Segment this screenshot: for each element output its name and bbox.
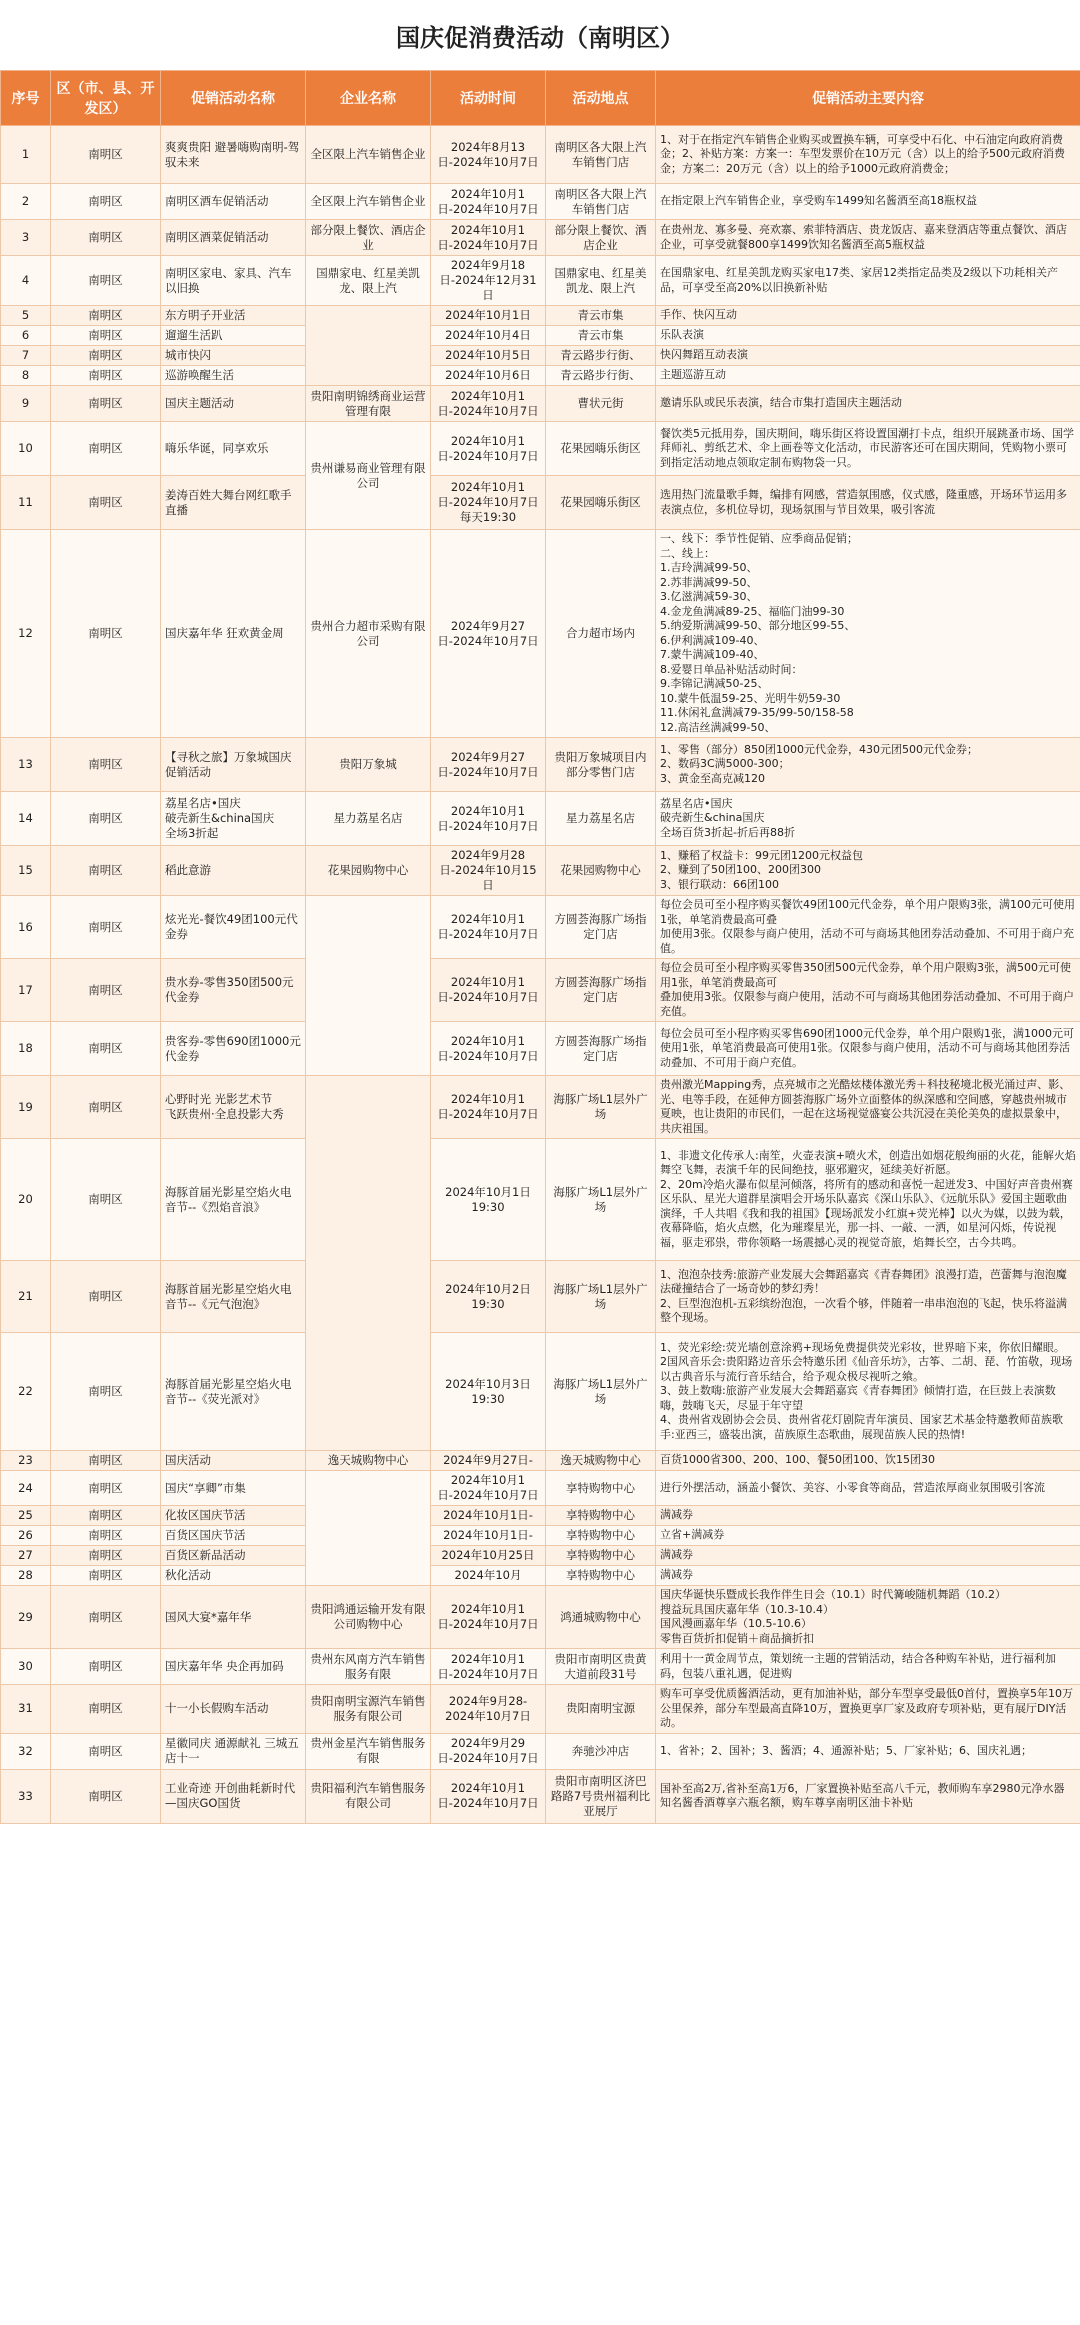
row-activity-name: 十一小长假购车活动 (161, 1685, 306, 1734)
row-time: 2024年10月2日 19:30 (431, 1261, 546, 1333)
row-time: 2024年9月27日-2024年10月7日 (431, 530, 546, 738)
row-activity-name: 南明区酒车促销活动 (161, 184, 306, 220)
table-row (1, 1733, 1080, 1769)
row-company: 贵阳福利汽车销售服务有限公司 (306, 1769, 431, 1823)
row-activity-name: 海豚首届光影星空焰火电音节--《烈焰音浪》 (161, 1139, 306, 1261)
row-number: 27 (1, 1546, 51, 1566)
row-place: 海豚广场L1层外广场 (546, 1261, 656, 1333)
row-content: 1、零售（部分）850团1000元代金券，430元团500元代金券； 2、数码3C满5000-300； 3、黄金至高克减120 (656, 738, 1080, 792)
row-number: 13 (1, 738, 51, 792)
row-activity-name: 国风大宴*嘉年华 (161, 1586, 306, 1649)
row-time: 2024年10月1日-2024年10月7日 (431, 1649, 546, 1685)
row-time: 2024年10月4日 (431, 326, 546, 346)
row-district: 南明区 (51, 959, 161, 1022)
row-number: 31 (1, 1685, 51, 1734)
row-district: 南明区 (51, 896, 161, 959)
row-number: 10 (1, 422, 51, 476)
row-time: 2024年10月25日 (431, 1546, 546, 1566)
row-place: 逸天城购物中心 (546, 1451, 656, 1471)
row-content: 1、省补；2、国补；3、酱酒；4、通源补贴；5、厂家补贴；6、国庆礼遇； (656, 1733, 1080, 1769)
row-activity-name: 稻此意游 (161, 846, 306, 896)
row-activity-name: 化妆区国庆节活 (161, 1506, 306, 1526)
row-district: 南明区 (51, 1076, 161, 1139)
row-district: 南明区 (51, 1649, 161, 1685)
row-number: 29 (1, 1586, 51, 1649)
row-number: 2 (1, 184, 51, 220)
row-number: 26 (1, 1526, 51, 1546)
row-company: 国鼎家电、红星美凯龙、限上汽 (306, 256, 431, 306)
row-activity-name: 工业奇迹 开创曲耗新时代—国庆GO国货 (161, 1769, 306, 1823)
header-time: 活动时间 (431, 71, 546, 126)
row-place: 奔驰沙冲店 (546, 1733, 656, 1769)
row-place: 贵阳市南明区贵黄大道前段31号 (546, 1649, 656, 1685)
row-time: 2024年10月1日-2024年10月7日 (431, 959, 546, 1022)
row-activity-name: 海豚首届光影星空焰火电音节--《元气泡泡》 (161, 1261, 306, 1333)
row-activity-name: 炫光光-餐饮49团100元代金券 (161, 896, 306, 959)
table-row (1, 738, 1080, 792)
row-number: 7 (1, 346, 51, 366)
row-district: 南明区 (51, 220, 161, 256)
row-place: 合力超市场内 (546, 530, 656, 738)
table-row (1, 792, 1080, 846)
row-content: 满减券 (656, 1506, 1080, 1526)
row-activity-name: 秋化活动 (161, 1566, 306, 1586)
row-place: 国鼎家电、红星美凯龙、限上汽 (546, 256, 656, 306)
row-district: 南明区 (51, 738, 161, 792)
row-time: 2024年10月1日 19:30 (431, 1139, 546, 1261)
row-place: 花果园购物中心 (546, 846, 656, 896)
table-row (1, 1506, 1080, 1526)
row-time: 2024年10月 (431, 1566, 546, 1586)
row-place: 享特购物中心 (546, 1546, 656, 1566)
table-row (1, 126, 1080, 184)
table-row (1, 1022, 1080, 1076)
row-number: 9 (1, 386, 51, 422)
row-district: 南明区 (51, 1526, 161, 1546)
row-place: 方圆荟海豚广场指定门店 (546, 1022, 656, 1076)
row-place: 花果园嗨乐街区 (546, 476, 656, 530)
row-place: 享特购物中心 (546, 1506, 656, 1526)
row-district: 南明区 (51, 326, 161, 346)
row-district: 南明区 (51, 1506, 161, 1526)
row-activity-name: 嗨乐华诞，同享欢乐 (161, 422, 306, 476)
row-time: 2024年10月1日-2024年10月7日 (431, 896, 546, 959)
row-time: 2024年10月3日 19:30 (431, 1333, 546, 1451)
row-content: 国庆华诞快乐暨成长我作伴生日会（10.1）时代篝峻随机舞蹈（10.2） 搜益玩具国庆嘉年华（10.3-10.4） 国风漫画嘉年华（10.5-10.6） 零售百货折扣促销＋商品摘折扣 (656, 1586, 1080, 1649)
row-company: 全区限上汽车销售企业 (306, 126, 431, 184)
row-district: 南明区 (51, 1139, 161, 1261)
row-activity-name: 海豚首届光影星空焰火电音节--《荧光派对》 (161, 1333, 306, 1451)
row-content: 1、泡泡杂技秀:旅游产业发展大会舞蹈嘉宾《青春舞团》浪漫打造，芭蕾舞与泡泡魔法碰撞结合了一场奇妙的梦幻秀！ 2、巨型泡泡机-五彩缤纷泡泡，一次看个够，伴随着一串串泡泡的飞起，快乐将溢满整个现场。 (656, 1261, 1080, 1333)
row-content: 快闪舞蹈互动表演 (656, 346, 1080, 366)
row-activity-name: 国庆活动 (161, 1451, 306, 1471)
row-place: 星力荔星名店 (546, 792, 656, 846)
row-number: 18 (1, 1022, 51, 1076)
table-row (1, 1566, 1080, 1586)
row-activity-name: 荔星名店•国庆 破壳新生&china国庆 全场3折起 (161, 792, 306, 846)
header-company: 企业名称 (306, 71, 431, 126)
row-time: 2024年10月1日-2024年10月7日 (431, 422, 546, 476)
row-company: 花果园购物中心 (306, 846, 431, 896)
row-district: 南明区 (51, 1769, 161, 1823)
row-content: 利用十一黄金周节点，策划统一主题的营销活动，结合各种购车补贴，进行福利加码，包装八重礼遇，促进购 (656, 1649, 1080, 1685)
table-row (1, 422, 1080, 476)
row-district: 南明区 (51, 846, 161, 896)
row-time: 2024年10月1日-2024年10月7日 (431, 1022, 546, 1076)
row-place: 南明区各大限上汽车销售门店 (546, 184, 656, 220)
row-place: 海豚广场L1层外广场 (546, 1333, 656, 1451)
row-number: 33 (1, 1769, 51, 1823)
row-number: 3 (1, 220, 51, 256)
row-time: 2024年9月28-2024年10月7日 (431, 1685, 546, 1734)
table-row (1, 1451, 1080, 1471)
row-time: 2024年9月18日-2024年12月31日 (431, 256, 546, 306)
row-content: 购车可享受优质酱酒活动，更有加油补贴，部分车型享受最低0首付，置换享5年10万公里保养，部分车型最高直降10万，置换更享厂家及政府专项补贴，更有展厅DIY活动。 (656, 1685, 1080, 1734)
row-number: 20 (1, 1139, 51, 1261)
row-place: 贵阳万象城项目内部分零售门店 (546, 738, 656, 792)
table-row (1, 1139, 1080, 1261)
row-content: 荔星名店•国庆 破壳新生&china国庆 全场百货3折起-折后再88折 (656, 792, 1080, 846)
row-place: 青云路步行街、 (546, 366, 656, 386)
row-company: 贵州金星汽车销售服务有限 (306, 1733, 431, 1769)
row-activity-name: 姜涛百姓大舞台网红歌手直播 (161, 476, 306, 530)
row-company: 贵阳万象城 (306, 738, 431, 792)
row-company: 贵阳鸿通运输开发有限公司购物中心 (306, 1586, 431, 1649)
row-number: 14 (1, 792, 51, 846)
row-place: 南明区各大限上汽车销售门店 (546, 126, 656, 184)
row-time: 2024年8月13日-2024年10月7日 (431, 126, 546, 184)
table-row (1, 256, 1080, 306)
row-district: 南明区 (51, 346, 161, 366)
row-content: 每位会员可至小程序购买零售350团500元代金券，单个用户限购3张，满500元可使用1张，单笔消费最高可 叠加使用3张。仅限参与商户使用，活动不可与商场其他团券活动叠加、不可用于商户充值。 (656, 959, 1080, 1022)
row-time: 2024年10月1日-2024年10月7日 每天19:30 (431, 476, 546, 530)
row-company: 贵州东风南方汽车销售服务有限 (306, 1649, 431, 1685)
table-row (1, 346, 1080, 366)
row-time: 2024年10月1日-2024年10月7日 (431, 386, 546, 422)
row-district: 南明区 (51, 1733, 161, 1769)
table-row (1, 846, 1080, 896)
row-time: 2024年10月1日-2024年10月7日 (431, 1769, 546, 1823)
row-district: 南明区 (51, 184, 161, 220)
row-number: 22 (1, 1333, 51, 1451)
row-company: 贵州谦易商业管理有限公司 (306, 422, 431, 530)
row-time: 2024年10月1日- (431, 1506, 546, 1526)
row-content: 满减券 (656, 1566, 1080, 1586)
row-district: 南明区 (51, 1333, 161, 1451)
table-row (1, 476, 1080, 530)
row-activity-name: 心野时光 光影艺术节 飞跃贵州·全息投影大秀 (161, 1076, 306, 1139)
table-body (1, 126, 1080, 1824)
row-number: 30 (1, 1649, 51, 1685)
row-number: 8 (1, 366, 51, 386)
row-place: 海豚广场L1层外广场 (546, 1139, 656, 1261)
page-title: 国庆促消费活动（南明区） (396, 23, 684, 52)
row-content: 1、赚稻了权益卡：99元团1200元权益包 2、赚到了50团100、200团300 3、银行联动：66团100 (656, 846, 1080, 896)
row-place: 方圆荟海豚广场指定门店 (546, 896, 656, 959)
table-row (1, 530, 1080, 738)
row-time: 2024年10月1日-2024年10月7日 (431, 1076, 546, 1139)
row-district: 南明区 (51, 1471, 161, 1506)
row-content: 在国鼎家电、红星美凯龙购买家电17类、家居12类指定品类及2级以下功耗相关产品，可享受至高20%以旧换新补贴 (656, 256, 1080, 306)
table-row (1, 1769, 1080, 1823)
row-number: 28 (1, 1566, 51, 1586)
row-place: 部分限上餐饮、酒店企业 (546, 220, 656, 256)
row-number: 24 (1, 1471, 51, 1506)
row-number: 25 (1, 1506, 51, 1526)
row-content: 乐队表演 (656, 326, 1080, 346)
row-time: 2024年10月1日 (431, 306, 546, 326)
row-time: 2024年10月5日 (431, 346, 546, 366)
row-number: 21 (1, 1261, 51, 1333)
row-time: 2024年9月27日-2024年10月7日 (431, 738, 546, 792)
row-activity-name: 国庆“享卿”市集 (161, 1471, 306, 1506)
row-content: 1、非遗文化传承人:南笙，火壶表演+喷火术，创造出如烟花般绚丽的火花，能解火焰舞空飞舞，表演千年的民间绝技，驱邪避灾，延续美好祈愿。 2、20m冷焰火瀑布似星河倾落，将所有的感动和喜悦一起迸发3、中国好声音贵州赛区乐队、星光大道群星演唱会开场乐队嘉宾《深山乐队》、《远航乐队》爱国主题歌曲演绎，千人共唱《我和我的祖国》【现场派发小红旗+荧光棒】以火为媒，以鼓为载，夜幕降临，焰火点燃，化为璀璨星光，那一抖、一敲、一洒，如星河闪烁，传说视福，驱走邪祟，带你领略一场震撼心灵的视觉奇旅，焰舞长空，古今共鸣。 (656, 1139, 1080, 1261)
row-content: 手作、快闪互动 (656, 306, 1080, 326)
row-number: 17 (1, 959, 51, 1022)
row-activity-name: 爽爽贵阳 避暑嗨购南明-驾驭未来 (161, 126, 306, 184)
row-activity-name: 遛遛生活趴 (161, 326, 306, 346)
row-company: 部分限上餐饮、酒店企业 (306, 220, 431, 256)
row-district: 南明区 (51, 386, 161, 422)
row-district: 南明区 (51, 792, 161, 846)
row-content: 主题巡游互动 (656, 366, 1080, 386)
table-header-row (1, 71, 1080, 126)
row-number: 6 (1, 326, 51, 346)
row-district: 南明区 (51, 1261, 161, 1333)
row-time: 2024年10月1日-2024年10月7日 (431, 792, 546, 846)
table-row (1, 326, 1080, 346)
row-district: 南明区 (51, 530, 161, 738)
row-company: 贵阳南明宝源汽车销售服务有限公司 (306, 1685, 431, 1734)
table-row (1, 220, 1080, 256)
row-activity-name: 【寻秋之旅】万象城国庆促销活动 (161, 738, 306, 792)
row-content: 一、线下：季节性促销、应季商品促销； 二、线上： 1.吉玲满减99-50、 2.苏菲满减99-50、 3.亿滋满减59-30、 4.金龙鱼满减89-25、福临门油99-30 5.纳爱斯满减99-50、部分地区99-55、 6.伊利满减109-40、 7.蒙牛满减109-40、 8.爱婴日单品补贴活动时间： 9.李锦记满减50-25、 10.蒙牛低温59-25、光明牛奶59-30 11.休闲礼盒满减79-35/99-50/158-58 12.高洁丝满减99-50、 (656, 530, 1080, 738)
row-district: 南明区 (51, 1022, 161, 1076)
table-row (1, 306, 1080, 326)
table-row (1, 1076, 1080, 1139)
row-number: 11 (1, 476, 51, 530)
row-content: 在贵州龙、寡多曼、亮欢寨、索菲特酒店、贵龙饭店、嘉来登酒店等重点餐饮、酒店企业，可享受就餐800享1499饮知名酱酒至高5瓶权益 (656, 220, 1080, 256)
row-activity-name: 国庆嘉年华 狂欢黄金周 (161, 530, 306, 738)
row-place: 享特购物中心 (546, 1526, 656, 1546)
row-place: 曹状元街 (546, 386, 656, 422)
row-time: 2024年10月1日-2024年10月7日 (431, 1471, 546, 1506)
row-place: 青云市集 (546, 326, 656, 346)
table-row (1, 1546, 1080, 1566)
row-activity-name: 国庆主题活动 (161, 386, 306, 422)
row-district: 南明区 (51, 1451, 161, 1471)
row-company (306, 896, 431, 1076)
row-content: 1、荧光彩绘:荧光墙创意涂鸦+现场免费提供荧光彩妆，世界暗下来，你依旧耀眼。 2国风音乐会:贵阳路边音乐会特邀乐团《仙音乐坊》，古筝、二胡、琵、竹笛敬，现场以古典音乐与流行音乐结合，给予观众极尽视听之飨。 3、鼓上数嗨:旅游产业发展大会舞蹈嘉宾《青春舞团》倾情打造，在巨鼓上表演数嗨，鼓嗨飞天，尽显于年守望 4、贵州省戏剧协会会员、贵州省花灯剧院青年演员、国家艺术基金特邀教师苗族歌手:亚西三，盛装出演，苗族原生态歌曲，展现苗族人民的热情! (656, 1333, 1080, 1451)
row-district: 南明区 (51, 476, 161, 530)
row-content: 国补至高2万,省补至高1万6，厂家置换补贴至高八千元，教师购车享2980元净水器 知名酱香酒尊享六瓶名额，购车尊享南明区油卡补贴 (656, 1769, 1080, 1823)
row-content: 在指定限上汽车销售企业，享受购车1499知名酱酒至高18瓶权益 (656, 184, 1080, 220)
row-content: 进行外摆活动，涵盖小餐饮、美容、小零食等商品，营造浓厚商业氛围吸引客流 (656, 1471, 1080, 1506)
row-place: 享特购物中心 (546, 1471, 656, 1506)
table-row (1, 184, 1080, 220)
row-number: 15 (1, 846, 51, 896)
row-district: 南明区 (51, 256, 161, 306)
header-name: 促销活动名称 (161, 71, 306, 126)
row-content: 立省+满减券 (656, 1526, 1080, 1546)
table-row (1, 366, 1080, 386)
row-company: 逸天城购物中心 (306, 1451, 431, 1471)
row-activity-name: 百货区国庆节活 (161, 1526, 306, 1546)
row-company: 全区限上汽车销售企业 (306, 184, 431, 220)
row-number: 19 (1, 1076, 51, 1139)
row-activity-name: 南明区家电、家具、汽车以旧换 (161, 256, 306, 306)
table-row (1, 1649, 1080, 1685)
table-row (1, 959, 1080, 1022)
row-district: 南明区 (51, 1546, 161, 1566)
row-activity-name: 东方明子开业活 (161, 306, 306, 326)
row-place: 青云市集 (546, 306, 656, 326)
row-time: 2024年10月1日-2024年10月7日 (431, 184, 546, 220)
row-content: 1、对于在指定汽车销售企业购买或置换车辆，可享受中石化、中石油定向政府消费金；2、补贴方案：方案一：车型发票价在10万元（含）以上的给予500元政府消费金；方案二：20万元（含）以上的给予1000元政府消费金； (656, 126, 1080, 184)
row-number: 32 (1, 1733, 51, 1769)
table-row (1, 1261, 1080, 1333)
table-row (1, 1685, 1080, 1734)
row-content: 贵州激光Mapping秀，点亮城市之光酷炫楼体激光秀＋科技秘境北极光涌过声、影、光、电等手段，在延伸方圆荟海豚广场外立面整体的纵深感和空间感，穿越贵州城市夏映，也让贵阳的市民们，一起在这场视觉盛宴公共沉浸在美伦美奂的虚拟景象中，共庆祖国。 (656, 1076, 1080, 1139)
row-number: 1 (1, 126, 51, 184)
row-district: 南明区 (51, 1685, 161, 1734)
row-number: 12 (1, 530, 51, 738)
row-place: 青云路步行街、 (546, 346, 656, 366)
row-place: 享特购物中心 (546, 1566, 656, 1586)
row-company (306, 306, 431, 386)
row-number: 16 (1, 896, 51, 959)
row-time: 2024年9月28日-2024年10月15日 (431, 846, 546, 896)
row-district: 南明区 (51, 422, 161, 476)
table-row (1, 896, 1080, 959)
row-time: 2024年10月1日-2024年10月7日 (431, 220, 546, 256)
row-activity-name: 百货区新品活动 (161, 1546, 306, 1566)
row-content: 百货1000省300、200、100、餐50团100、饮15团30 (656, 1451, 1080, 1471)
row-content: 每位会员可至小程序购买零售690团1000元代金券，单个用户限购1张，满1000元可使用1张，单笔消费最高可使用1张。仅限参与商户使用，活动不可与商场其他团券活动叠加、不可用于商户充值。 (656, 1022, 1080, 1076)
row-district: 南明区 (51, 366, 161, 386)
row-activity-name: 国庆嘉年华 央企再加码 (161, 1649, 306, 1685)
row-number: 23 (1, 1451, 51, 1471)
table-row (1, 1471, 1080, 1506)
row-activity-name: 贵客券-零售690团1000元代金券 (161, 1022, 306, 1076)
row-company (306, 1076, 431, 1451)
row-time: 2024年10月6日 (431, 366, 546, 386)
promotion-table (0, 70, 1080, 1824)
header-district: 区（市、县、开发区） (51, 71, 161, 126)
row-company: 贵阳南明锦绣商业运营管理有限 (306, 386, 431, 422)
table-row (1, 1333, 1080, 1451)
table-row (1, 386, 1080, 422)
row-content: 每位会员可至小程序购买餐饮49团100元代金券，单个用户限购3张，满100元可使用1张，单笔消费最高可叠 加使用3张。仅限参与商户使用，活动不可与商场其他团券活动叠加、不可用于商户充值。 (656, 896, 1080, 959)
row-number: 5 (1, 306, 51, 326)
row-place: 贵阳南明宝源 (546, 1685, 656, 1734)
row-activity-name: 城市快闪 (161, 346, 306, 366)
header-no: 序号 (1, 71, 51, 126)
row-time: 2024年9月29日-2024年10月7日 (431, 1733, 546, 1769)
row-district: 南明区 (51, 1566, 161, 1586)
header-place: 活动地点 (546, 71, 656, 126)
row-number: 4 (1, 256, 51, 306)
row-activity-name: 南明区酒菜促销活动 (161, 220, 306, 256)
row-content: 邀请乐队或民乐表演，结合市集打造国庆主题活动 (656, 386, 1080, 422)
row-place: 方圆荟海豚广场指定门店 (546, 959, 656, 1022)
row-activity-name: 贵水券-零售350团500元代金券 (161, 959, 306, 1022)
row-time: 2024年9月27日- (431, 1451, 546, 1471)
row-place: 贵阳市南明区济巴路路7号贵州福利比亚展厅 (546, 1769, 656, 1823)
row-district: 南明区 (51, 306, 161, 326)
row-content: 满减券 (656, 1546, 1080, 1566)
row-company: 星力荔星名店 (306, 792, 431, 846)
row-content: 餐饮类5元抵用券，国庆期间，嗨乐街区将设置国潮打卡点，组织开展跳蚤市场、国学拜师礼、剪纸艺术、伞上画卷等文化活动，市民游客还可在国庆期间，凭购物小票可到指定活动地点领取定制布购物袋一只。 (656, 422, 1080, 476)
row-activity-name: 巡游唤醒生活 (161, 366, 306, 386)
row-place: 海豚广场L1层外广场 (546, 1076, 656, 1139)
header-content: 促销活动主要内容 (656, 71, 1080, 126)
row-company: 贵州合力超市采购有限公司 (306, 530, 431, 738)
table-row (1, 1586, 1080, 1649)
row-district: 南明区 (51, 126, 161, 184)
row-time: 2024年10月1日-2024年10月7日 (431, 1586, 546, 1649)
row-activity-name: 星徽同庆 通源献礼 三城五店十一 (161, 1733, 306, 1769)
row-company (306, 1471, 431, 1586)
row-district: 南明区 (51, 1586, 161, 1649)
row-place: 花果园嗨乐街区 (546, 422, 656, 476)
row-time: 2024年10月1日- (431, 1526, 546, 1546)
row-content: 选用热门流量歌手舞，编排有网感，营造氛围感，仪式感，隆重感，开场环节运用多表演点位，多机位导切，现场氛围与节目效果，吸引客流 (656, 476, 1080, 530)
table-row (1, 1526, 1080, 1546)
row-place: 鸿通城购物中心 (546, 1586, 656, 1649)
